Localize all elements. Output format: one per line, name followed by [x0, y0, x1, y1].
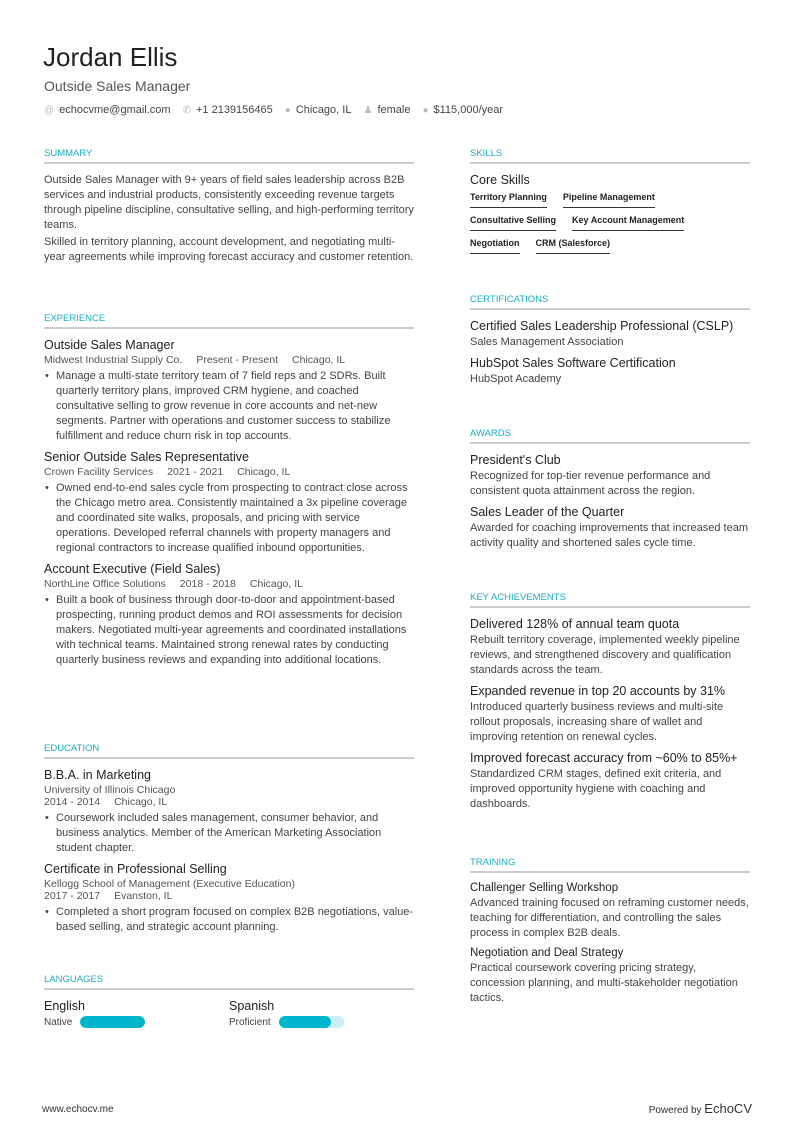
candidate-title: Outside Sales Manager [44, 78, 191, 94]
section-heading: LANGUAGES [44, 974, 414, 990]
education-section [44, 743, 414, 941]
location: Evanston, IL [114, 890, 173, 902]
language-name: English [44, 999, 85, 1013]
skills-section [470, 148, 750, 254]
certifications-section [470, 294, 750, 393]
summary-paragraph: Skilled in territory planning, account development, and negotiating multi-year agreements while improving forecast accuracy and customer retention. [44, 236, 414, 263]
job-bullet: • Built a book of business through door-to-door and appointment-based prospecting, running product demos and ROI assessments for decision makers. Negotiated multi-year agreements and coordinated installations with technical teams. Maintained strong renewal rates by conducting quarterly business reviews and expanding into additional locations. [44, 593, 414, 668]
company: NorthLine Office Solutions [44, 578, 166, 590]
degree: Certificate in Professional Selling [44, 862, 227, 876]
job-entry [44, 562, 414, 668]
certification-issuer: HubSpot Academy [470, 373, 562, 385]
contact-location [285, 104, 352, 116]
achievement-title: Delivered 128% of annual team quota [470, 617, 680, 631]
dates: 2017 - 2017 [44, 890, 101, 902]
education-bullet: • Completed a short program focused on complex B2B negotiations, value-based selling, and strategic account planning. [44, 905, 414, 935]
job-title: Account Executive (Field Sales) [44, 562, 221, 576]
job-bullet: • Owned end-to-end sales cycle from prospecting to contract close across the Chicago metro area. Consistently maintained a 3x pipeline coverage and coordinated site walks, proposals, and pricing with service operations. Developed referral channels with property managers and regional contractors to increase qualified inbound opportunities. [44, 481, 414, 556]
summary-section [44, 148, 414, 265]
education-entry [44, 768, 414, 856]
gender-text: female [377, 104, 411, 116]
achievement-title: Improved forecast accuracy from ~60% to 85%+ [470, 751, 738, 765]
job-entry [44, 338, 414, 444]
school: Kellogg School of Management (Executive Education) [44, 878, 295, 890]
training-title: Challenger Selling Workshop [470, 882, 619, 894]
achievement-description: Standardized CRM stages, defined exit criteria, and improved opportunity hygiene with coaching and dashboards. [470, 768, 722, 810]
skill-group-title: Core Skills [470, 173, 530, 187]
location: Chicago, IL [249, 578, 303, 590]
phone-text: +1 2139156465 [195, 104, 273, 116]
experience-section [44, 313, 414, 674]
section-heading: CERTIFICATIONS [470, 294, 750, 310]
footer-powered-by[interactable] [649, 1101, 752, 1116]
language-level: Native [44, 1016, 73, 1028]
company: Crown Facility Services [44, 466, 154, 478]
company: Midwest Industrial Supply Co. [44, 354, 183, 366]
training-section [470, 857, 750, 1012]
language-item [44, 999, 229, 1028]
money-icon: ● [422, 105, 429, 116]
section-heading: SKILLS [470, 148, 750, 164]
award-name: President's Club [470, 453, 561, 467]
salary-text: $115,000/year [433, 104, 504, 116]
section-heading: AWARDS [470, 428, 750, 444]
summary-paragraph: Outside Sales Manager with 9+ years of field sales leadership across B2B services and industrial products, consistently exceeding revenue targets through pipeline discipline, consultative selling, and high-performing territory teams. [44, 174, 414, 231]
certification-name: HubSpot Sales Software Certification [470, 356, 676, 370]
language-level: Proficient [229, 1016, 271, 1028]
training-description: Practical coursework covering pricing strategy, concession planning, and multi-stakeholder negotiation tactics. [470, 962, 738, 1004]
job-title: Outside Sales Manager [44, 338, 175, 352]
location-icon: ● [284, 105, 291, 116]
section-heading: TRAINING [470, 857, 750, 873]
brand-name: EchoCV [704, 1101, 752, 1116]
contact-gender [363, 104, 410, 116]
achievements-section [470, 592, 750, 818]
training-title: Negotiation and Deal Strategy [470, 947, 624, 959]
education-entry [44, 862, 414, 935]
footer-website-link[interactable]: www.echocv.me [42, 1104, 114, 1115]
candidate-name: Jordan Ellis [43, 42, 178, 72]
powered-by-text: Powered by [648, 1105, 702, 1116]
person-icon: ♟ [363, 105, 373, 116]
dates: 2021 - 2021 [167, 466, 224, 478]
contact-phone[interactable] [183, 104, 273, 116]
skill-chip: Pipeline Management [563, 192, 655, 208]
job-bullet: • Manage a multi-state territory team of 7 field reps and 2 SDRs. Built quarterly territory plans, improved CRM hygiene, and coached consultative selling to grow revenue in core accounts and net-new segments. Partner with operations and customer success to stabilize fulfillment and reduce churn risk in top accounts. [44, 369, 414, 444]
school: University of Illinois Chicago [44, 784, 176, 796]
achievement-title: Expanded revenue in top 20 accounts by 31% [470, 684, 726, 698]
dates: 2014 - 2014 [44, 796, 101, 808]
language-item [229, 999, 414, 1028]
awards-section [470, 428, 750, 557]
skill-chip: CRM (Salesforce) [536, 238, 611, 254]
education-bullet: • Coursework included sales management, consumer behavior, and business analytics. Member of the American Marketing Association student chapter. [44, 811, 414, 856]
award-name: Sales Leader of the Quarter [470, 505, 625, 519]
email-text: echocvme@gmail.com [59, 104, 171, 116]
certification-name: Certified Sales Leadership Professional (CSLP) [470, 319, 734, 333]
languages-section [44, 974, 414, 1028]
achievement-description: Rebuilt territory coverage, implemented weekly pipeline reviews, and strengthened discovery and qualification standards across the team. [470, 634, 740, 676]
section-heading: KEY ACHIEVEMENTS [470, 592, 750, 608]
award-description: Recognized for top-tier revenue performance and consistent quota attainment across the region. [470, 470, 711, 497]
dates: Present - Present [196, 354, 279, 366]
skill-chip: Consultative Selling [470, 215, 556, 231]
training-description: Advanced training focused on reframing customer needs, teaching for differentiation, and controlling the sales process in complex B2B deals. [470, 897, 749, 939]
location: Chicago, IL [292, 354, 346, 366]
certification-issuer: Sales Management Association [470, 336, 624, 348]
location: Chicago, IL [114, 796, 168, 808]
location-text: Chicago, IL [295, 104, 352, 116]
phone-icon: ✆ [182, 105, 191, 116]
contact-email[interactable] [44, 104, 171, 116]
language-name: Spanish [229, 999, 275, 1013]
section-heading: EDUCATION [44, 743, 414, 759]
award-description: Awarded for coaching improvements that increased team activity quality and shortened sales cycle time. [470, 522, 748, 549]
job-entry [44, 450, 414, 556]
contact-row [44, 104, 503, 116]
location: Chicago, IL [237, 466, 291, 478]
language-level-bar [279, 1016, 344, 1028]
language-level-bar [80, 1016, 145, 1028]
section-heading: EXPERIENCE [44, 313, 414, 329]
degree: B.B.A. in Marketing [44, 768, 151, 782]
dates: 2018 - 2018 [179, 578, 236, 590]
skill-chip: Key Account Management [572, 215, 684, 231]
section-heading: SUMMARY [44, 148, 414, 164]
achievement-description: Introduced quarterly business reviews and multi-site rollout proposals, increasing share of wallet and improving retention on renewal cycles. [470, 701, 724, 743]
job-title: Senior Outside Sales Representative [44, 450, 249, 464]
skill-chip: Territory Planning [470, 192, 547, 208]
contact-salary [422, 104, 503, 116]
at-icon: @ [44, 105, 55, 116]
skill-chip: Negotiation [470, 238, 520, 254]
